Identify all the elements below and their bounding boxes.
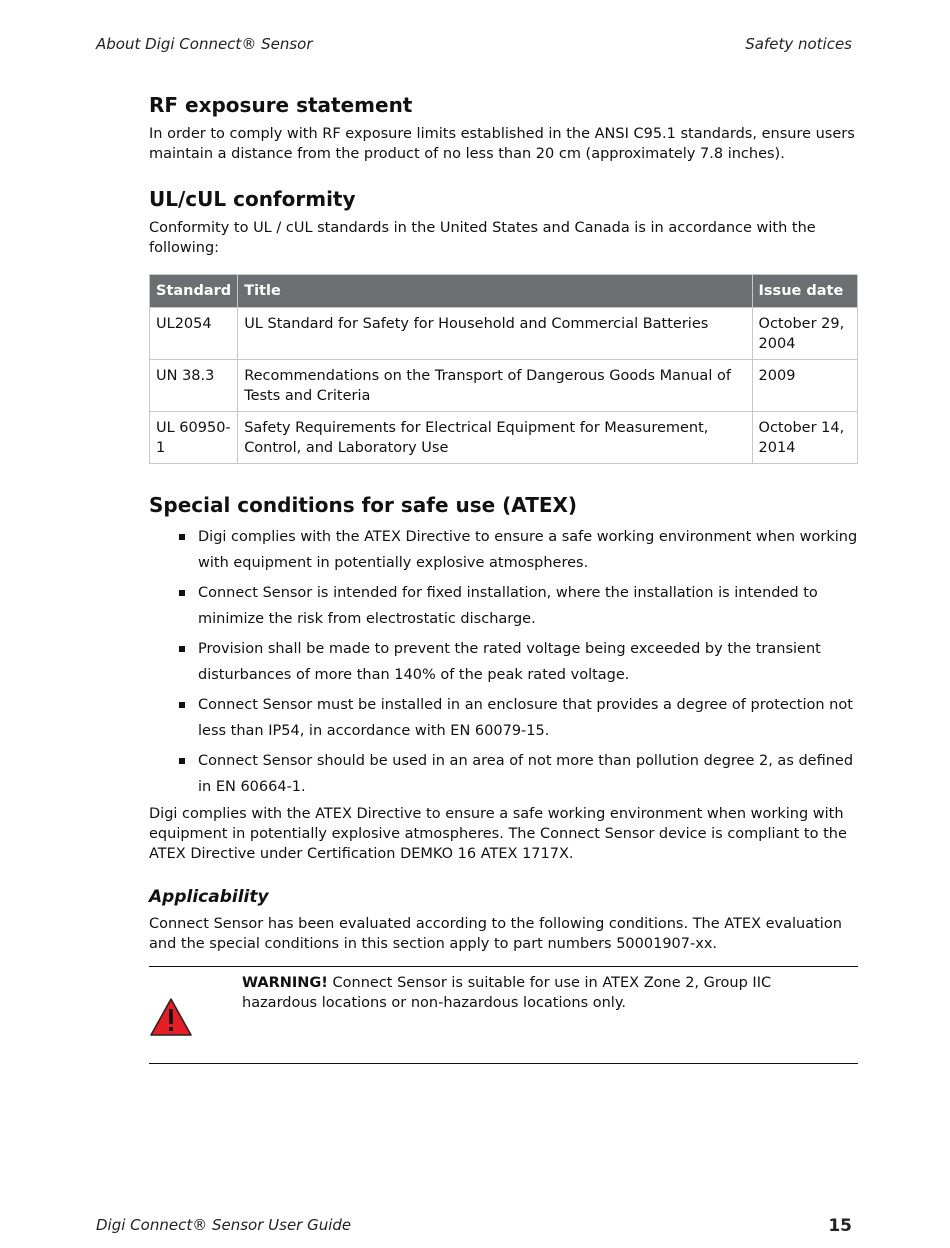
- rf-exposure-body: In order to comply with RF exposure limits established in the ANSI C95.1 standards, ensure users maintain a distance from the product of no less than 20 cm (approximately 7.8 inches).: [149, 126, 855, 162]
- table-cell-title: Safety Requirements for Electrical Equipment for Measurement, Control, and Laboratory Use: [238, 412, 752, 464]
- running-header-right: Safety notices: [745, 35, 852, 53]
- table-row: [150, 360, 858, 412]
- table-cell-standard: UL 60950-1: [150, 412, 238, 464]
- table-cell-issue-date: 2009: [752, 360, 857, 412]
- warning-label: WARNING!: [242, 975, 328, 991]
- page-content: [149, 92, 858, 1082]
- running-header-left: About Digi Connect® Sensor: [96, 35, 313, 53]
- table-header-row: [150, 275, 858, 308]
- atex-conditions-list: [149, 524, 858, 800]
- ul-conformity-intro: Conformity to UL / cUL standards in the United States and Canada is in accordance with the following:: [149, 220, 816, 256]
- table-cell-issue-date: October 14, 2014: [752, 412, 857, 464]
- column-header-title: Title: [238, 275, 752, 308]
- warning-notice: [149, 966, 858, 1064]
- footer-guide-title: Digi Connect® Sensor User Guide: [96, 1216, 352, 1234]
- ul-conformity-heading: UL/cUL conformity: [149, 187, 356, 211]
- applicability-body: Connect Sensor has been evaluated according to the following conditions. The ATEX evaluation and the special conditions in this section apply to part numbers 50001907-xx.: [149, 916, 842, 952]
- list-item: Connect Sensor must be installed in an enclosure that provides a degree of protection not less than IP54, in accordance with EN 60079-15.: [149, 692, 858, 744]
- list-item: Provision shall be made to prevent the rated voltage being exceeded by the transient disturbances of more than 140% of the peak rated voltage.: [149, 636, 858, 688]
- list-item: Connect Sensor is intended for fixed installation, where the installation is intended to minimize the risk from electrostatic discharge.: [149, 580, 858, 632]
- table-cell-title: Recommendations on the Transport of Dangerous Goods Manual of Tests and Criteria: [238, 360, 752, 412]
- table-cell-standard: UL2054: [150, 308, 238, 360]
- atex-body: Digi complies with the ATEX Directive to ensure a safe working environment when working with equipment in potentially explosive atmospheres. The Connect Sensor device is compliant to the ATEX Directive under Certification DEMKO 16 ATEX 1717X.: [149, 806, 847, 862]
- table-cell-title: UL Standard for Safety for Household and Commercial Batteries: [238, 308, 752, 360]
- table-cell-issue-date: October 29, 2004: [752, 308, 857, 360]
- applicability-section: [149, 886, 858, 1064]
- warning-text: [242, 973, 842, 1013]
- column-header-issue-date: Issue date: [752, 275, 857, 308]
- atex-heading: Special conditions for safe use (ATEX): [149, 493, 578, 517]
- rf-exposure-section: [149, 92, 858, 164]
- list-item: Connect Sensor should be used in an area of not more than pollution degree 2, as defined in EN 60664-1.: [149, 748, 858, 800]
- table-cell-standard: UN 38.3: [150, 360, 238, 412]
- applicability-heading: Applicability: [149, 887, 269, 907]
- page-number: 15: [828, 1216, 852, 1236]
- standards-table: [149, 274, 858, 464]
- list-item: Digi complies with the ATEX Directive to ensure a safe working environment when working with equipment in potentially explosive atmospheres.: [149, 524, 858, 576]
- table-row: [150, 308, 858, 360]
- warning-triangle-icon: [149, 997, 193, 1037]
- table-row: [150, 412, 858, 464]
- column-header-standard: Standard: [150, 275, 238, 308]
- warning-message: Connect Sensor is suitable for use in ATEX Zone 2, Group IIC hazardous locations or non-hazardous locations only.: [242, 975, 772, 1011]
- ul-conformity-section: [149, 186, 858, 464]
- atex-section: [149, 492, 858, 864]
- rf-exposure-heading: RF exposure statement: [149, 93, 413, 117]
